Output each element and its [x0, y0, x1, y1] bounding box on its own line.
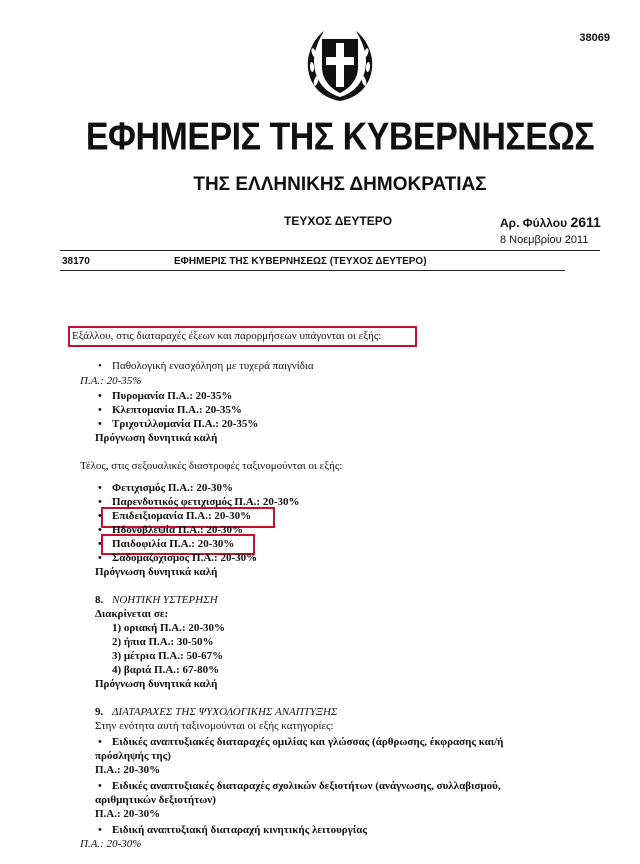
list-item-continuation: πρόσληψής της)	[95, 750, 171, 762]
sexual-intro: Τέλος, στις σεξουαλικές διαστροφές ταξινομούνται οι εξής:	[80, 460, 343, 472]
sheet-label: Αρ. Φύλλου	[500, 216, 568, 230]
list-item: 1) οριακή Π.Α.: 20-30%	[112, 622, 226, 634]
list-item: • Παθολογική ενασχόληση με τυχερά παιγνίδια	[112, 360, 314, 372]
list-item: • Ειδικές αναπτυξιακές διαταραχές ομιλίας και γλώσσας (άρθρωσης, έκφρασης και/ή	[112, 736, 503, 748]
running-page-number: 38170	[62, 256, 90, 267]
gazette-subtitle: ΤΗΣ ΕΛΛΗΝΙΚΗΣ ΔΗΜΟΚΡΑΤΙΑΣ	[193, 174, 487, 195]
prognosis-text: Πρόγνωση δυνητικά καλή	[95, 432, 218, 444]
list-item: • Παιδοφιλία Π.Α.: 20-30%	[112, 538, 234, 550]
section-intro: Στην ενότητα αυτή ταξινομούνται οι εξής κατηγορίες:	[95, 720, 334, 732]
issue-label: ΤΕΥΧΟΣ ΔΕΥΤΕΡΟ	[284, 214, 393, 228]
section-heading: ΝΟΗΤΙΚΗ ΥΣΤΕΡΗΣΗ	[112, 594, 218, 606]
prognosis-text: Πρόγνωση δυνητικά καλή	[95, 566, 218, 578]
gazette-title: ΕΦΗΜΕΡΙΣ ΤΗΣ ΚΥΒΕΡΝΗΣΕΩΣ	[85, 115, 595, 159]
list-item-value: Π.Α.: 20-30%	[95, 808, 161, 820]
list-item: • Ειδικές αναπτυξιακές διαταραχές σχολικών δεξιοτήτων (ανάγνωσης, συλλαβισμού,	[112, 780, 501, 792]
list-item: • Παρενδυτικός φετιχισμός Π.Α.: 20-30%	[112, 496, 300, 508]
list-item: • Σαδομαζοχισμός Π.Α.: 20-30%	[112, 552, 257, 564]
list-item: • Επιδειξιομανία Π.Α.: 20-30%	[112, 510, 251, 522]
list-item: 2) ήπια Π.Α.: 30-50%	[112, 636, 214, 648]
list-item-value: Π.Α.: 20-35%	[80, 375, 142, 387]
running-header-title: ΕΦΗΜΕΡΙΣ ΤΗΣ ΚΥΒΕΡΝΗΣΕΩΣ (ΤΕΥΧΟΣ ΔΕΥΤΕΡΟ)	[174, 256, 427, 267]
section-intro: Διακρίνεται σε:	[95, 608, 169, 620]
list-item-value: Π.Α.: 20-30%	[80, 838, 142, 850]
section-number: 9.	[95, 706, 104, 718]
list-item-value: Π.Α.: 20-30%	[95, 764, 161, 776]
header-divider	[60, 250, 600, 251]
page-number: 38069	[579, 32, 610, 44]
highlight-box	[68, 326, 417, 347]
impulse-intro: Εξάλλου, στις διαταραχές έξεων και παρορμήσεων υπάγονται οι εξής:	[72, 330, 382, 342]
section-heading: ΔΙΑΤΑΡΑΧΕΣ ΤΗΣ ΨΥΧΟΛΟΓΙΚΗΣ ΑΝΑΠΤΥΞΗΣ	[112, 706, 338, 718]
list-item: • Πυρομανία Π.Α.: 20-35%	[112, 390, 232, 402]
list-item: 4) βαριά Π.Α.: 67-80%	[112, 664, 220, 676]
section-number: 8.	[95, 594, 104, 606]
list-item: • Κλεπτομανία Π.Α.: 20-35%	[112, 404, 242, 416]
running-header-divider	[60, 270, 565, 271]
list-item: • Τριχοτιλλομανία Π.Α.: 20-35%	[112, 418, 258, 430]
issue-date: 8 Νοεμβρίου 2011	[500, 234, 589, 246]
list-item: 3) μέτρια Π.Α.: 50-67%	[112, 650, 224, 662]
list-item: • Ειδική αναπτυξιακή διαταραχή κινητικής λειτουργίας	[112, 824, 367, 836]
greek-coat-of-arms-icon	[300, 25, 380, 105]
prognosis-text: Πρόγνωση δυνητικά καλή	[95, 678, 218, 690]
sheet-number	[500, 214, 601, 230]
list-item-continuation: αριθμητικών δεξιοτήτων)	[95, 794, 216, 806]
list-item: • Ηδονοβλεψία Π.Α.: 20-30%	[112, 524, 243, 536]
list-item: • Φετιχισμός Π.Α.: 20-30%	[112, 482, 233, 494]
sheet-number-value: 2611	[570, 214, 601, 230]
